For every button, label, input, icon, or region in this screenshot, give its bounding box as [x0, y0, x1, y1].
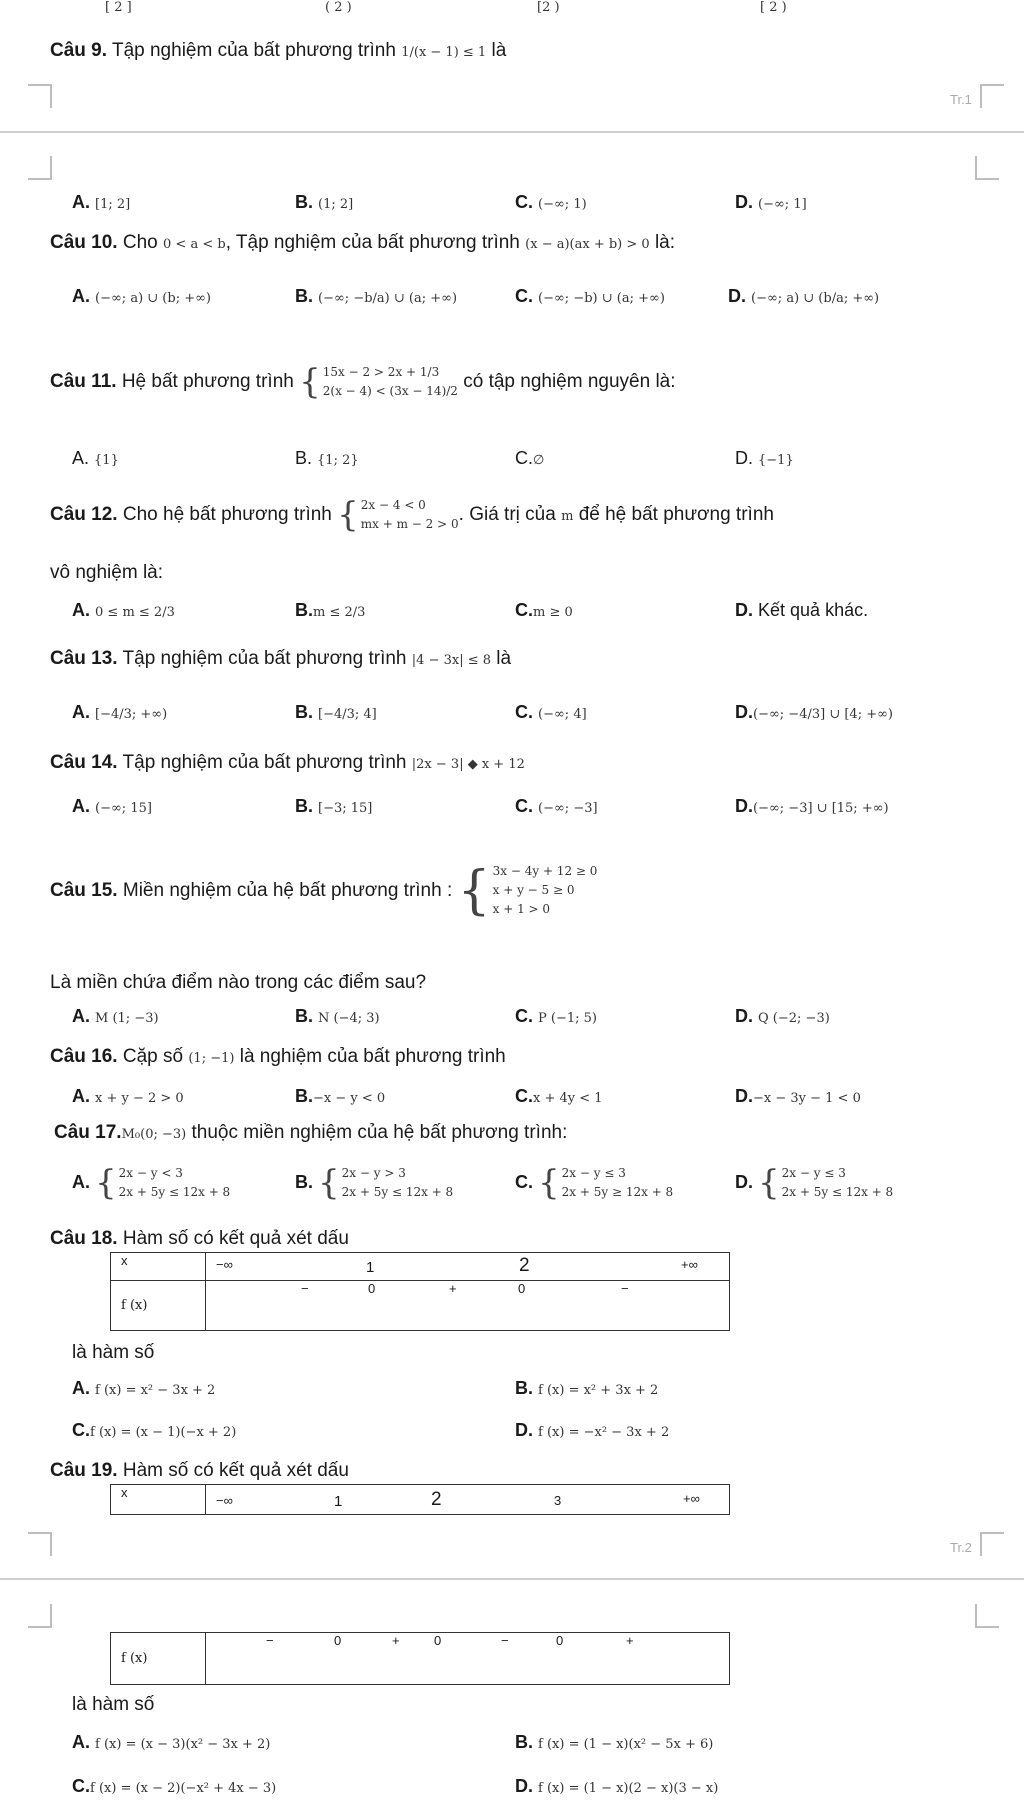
math-expression: 1/(x − 1) ≤ 1: [401, 45, 487, 60]
question-18-after: là hàm số: [72, 1342, 155, 1363]
system-line: 2x + 5y ≥ 12x + 8: [561, 1185, 674, 1200]
option-label: C.: [515, 192, 533, 212]
option-text: m ≤ 2/3: [313, 605, 366, 620]
system-line: 2(x − 4) < (3x − 14)/2: [322, 384, 458, 399]
question-label: Câu 10.: [50, 232, 118, 253]
option-label: B.: [295, 192, 313, 212]
sign-value: 0: [518, 1281, 526, 1296]
option-label: D.: [735, 192, 753, 212]
option-label: C.: [515, 1086, 533, 1106]
option-label: A.: [72, 1086, 90, 1106]
page-corner-mark: [975, 156, 999, 180]
math-point: M₀(0; −3): [121, 1127, 187, 1142]
option-label: B.: [295, 1006, 313, 1026]
sign-value: +: [392, 1633, 400, 1648]
question-text: Hàm số có kết quả xét dấu: [122, 1460, 349, 1481]
inequality-system: [458, 862, 598, 920]
question-text: Hàm số có kết quả xét dấu: [122, 1228, 349, 1249]
option-text: [1; 2]: [95, 197, 131, 212]
math-expression: |2x − 3| ◆ x + 12: [411, 757, 525, 772]
question-15: [50, 862, 597, 920]
x-value: +∞: [681, 1257, 698, 1272]
brace-icon: {: [318, 1163, 340, 1204]
system-line: 2x − y < 3: [118, 1166, 183, 1180]
option-label: C.: [515, 1171, 533, 1192]
top-fragment-d: [ 2 ): [760, 0, 787, 15]
option-text: (−∞; 4]: [538, 707, 587, 722]
option-text: x + y − 2 > 0: [95, 1091, 184, 1106]
page-break: [0, 131, 1024, 133]
option-label: A.: [72, 600, 90, 620]
option-label: C.: [515, 600, 533, 620]
option-text: (−∞; −3] ∪ [15; +∞): [753, 801, 889, 816]
option-a[interactable]: [72, 600, 175, 621]
option-label: A.: [72, 702, 90, 722]
option-a[interactable]: [72, 796, 152, 817]
option-text: ∅: [533, 453, 545, 468]
option-label: C.: [515, 286, 533, 306]
sign-value: −: [501, 1633, 509, 1648]
option-text: [−4/3; +∞): [95, 707, 168, 722]
option-text: (−∞; −3]: [538, 801, 598, 816]
question-19: [50, 1460, 349, 1482]
option-label: D.: [515, 1776, 533, 1796]
option-text: [−4/3; 4]: [318, 707, 377, 722]
option-text: f (x) = (1 − x)(2 − x)(3 − x): [538, 1781, 719, 1796]
option-a[interactable]: [72, 702, 167, 723]
sign-value: 0: [434, 1633, 442, 1648]
option-label: C.: [515, 1006, 533, 1026]
x-value: 2: [519, 1255, 530, 1276]
question-text: Tập nghiệm của bất phương trình: [111, 40, 396, 61]
question-label: Câu 14.: [50, 752, 118, 773]
question-12: [50, 496, 774, 534]
option-label: B.: [515, 1732, 533, 1752]
question-11: [50, 363, 676, 401]
system-line: 15x − 2 > 2x + 1/3: [322, 365, 440, 379]
inequality-system: [299, 363, 458, 401]
option-a[interactable]: [72, 192, 130, 213]
option-text: (−∞; −b) ∪ (a; +∞): [538, 291, 665, 306]
option-text: (−∞; a) ∪ (b; +∞): [95, 291, 211, 306]
option-a[interactable]: [72, 286, 211, 307]
inequality-system: [337, 496, 459, 534]
page-corner-mark: [980, 84, 1004, 108]
option-d[interactable]: [735, 448, 794, 469]
option-label: B.: [295, 702, 313, 722]
option-label: C.: [72, 1776, 90, 1796]
system-line: 2x − y ≤ 3: [561, 1166, 626, 1180]
option-c[interactable]: [515, 448, 544, 469]
option-text: (−∞; −4/3] ∪ [4; +∞): [753, 707, 893, 722]
option-label: D.: [735, 702, 753, 722]
question-13: [50, 648, 511, 670]
sign-value: 0: [334, 1633, 342, 1648]
sign-value: 0: [368, 1281, 376, 1296]
option-label: A.: [72, 286, 90, 306]
question-9: [50, 40, 506, 62]
option-c[interactable]: [515, 1086, 603, 1107]
option-label: A.: [72, 1378, 90, 1398]
option-text: f (x) = (x − 1)(−x + 2): [90, 1425, 237, 1440]
option-c[interactable]: [515, 702, 587, 723]
option-d[interactable]: [515, 1420, 669, 1441]
option-label: B.: [295, 448, 313, 468]
option-b[interactable]: [295, 1086, 385, 1107]
option-c[interactable]: [72, 1420, 236, 1441]
option-d[interactable]: [735, 702, 893, 723]
math-expression: (1; −1): [188, 1051, 235, 1066]
question-14: [50, 752, 525, 774]
brace-icon: {: [337, 495, 359, 536]
option-text: −x − y < 0: [313, 1091, 386, 1106]
system-line: 2x + 5y ≤ 12x + 8: [118, 1185, 231, 1200]
sign-value: +: [626, 1633, 634, 1648]
option-b[interactable]: [515, 1732, 713, 1753]
question-16: [50, 1046, 506, 1068]
option-text: (−∞; 1]: [758, 197, 807, 212]
question-text: Tập nghiệm của bất phương trình: [122, 752, 407, 773]
option-b[interactable]: [295, 702, 377, 723]
x-value: 1: [334, 1493, 343, 1510]
question-label: Câu 11.: [50, 371, 117, 393]
x-value: 2: [431, 1489, 442, 1510]
x-value: 3: [554, 1493, 562, 1508]
option-label: B.: [295, 1086, 313, 1106]
option-text: {1; 2}: [317, 453, 359, 468]
option-c[interactable]: [515, 796, 598, 817]
option-d[interactable]: [735, 192, 807, 213]
option-label: B.: [295, 796, 313, 816]
question-label: Câu 9.: [50, 40, 108, 61]
option-label: A.: [72, 448, 90, 468]
sign-table-x-header: x: [111, 1485, 206, 1515]
page-break: [0, 1578, 1024, 1580]
option-text: [−3; 15]: [318, 801, 373, 816]
option-label: D.: [735, 600, 753, 620]
question-tail: là: [496, 648, 512, 669]
question-tail: là nghiệm của bất phương trình: [239, 1046, 506, 1067]
option-label: A.: [72, 1006, 90, 1026]
option-b[interactable]: [295, 1006, 380, 1027]
page-corner-mark: [980, 1532, 1004, 1556]
question-tail: thuộc miền nghiệm của hệ bất phương trình:: [191, 1122, 568, 1143]
question-18: [50, 1228, 349, 1250]
brace-icon: {: [299, 362, 321, 403]
option-c[interactable]: [515, 1006, 597, 1027]
top-fragment-c: [2 ): [537, 0, 560, 15]
option-d[interactable]: [735, 1086, 861, 1107]
option-c[interactable]: [72, 1776, 276, 1797]
option-label: A.: [72, 192, 90, 212]
option-a[interactable]: [72, 1006, 159, 1027]
option-d[interactable]: [515, 1776, 718, 1797]
system-line: 2x + 5y ≤ 12x + 8: [341, 1185, 454, 1200]
option-a[interactable]: [72, 1164, 230, 1202]
option-a[interactable]: [72, 1378, 215, 1399]
top-fragment-a: [ 2 ]: [105, 0, 132, 15]
option-label: A.: [72, 1171, 90, 1192]
option-text: N (−4; 3): [318, 1011, 380, 1026]
option-text: 0 ≤ m ≤ 2/3: [95, 605, 175, 620]
page-corner-mark: [28, 1604, 52, 1628]
option-text: −x − 3y − 1 < 0: [753, 1091, 861, 1106]
sign-value: −: [621, 1281, 629, 1296]
option-text: f (x) = x² − 3x + 2: [95, 1383, 216, 1398]
question-text: Cho: [122, 232, 158, 253]
option-text: (−∞; 15]: [95, 801, 152, 816]
option-text: f (x) = (x − 3)(x² − 3x + 2): [95, 1737, 271, 1752]
option-label: D.: [515, 1420, 533, 1440]
option-b[interactable]: [295, 286, 457, 307]
sign-table-sign-row: [206, 1281, 730, 1331]
question-tail: có tập nghiệm nguyên là:: [463, 371, 676, 393]
option-label: D.: [728, 286, 746, 306]
sign-table-fx: [110, 1632, 730, 1685]
question-label: Câu 12.: [50, 504, 118, 526]
option-b[interactable]: [295, 1164, 453, 1202]
system-line: 2x − 4 < 0: [360, 498, 426, 512]
option-text: P (−1; 5): [538, 1011, 597, 1026]
option-text: (−∞; −b/a) ∪ (a; +∞): [318, 291, 458, 306]
option-b[interactable]: [295, 796, 372, 817]
sign-table-x-row: [206, 1253, 730, 1281]
sign-value: +: [449, 1281, 457, 1296]
question-12-continued: vô nghiệm là:: [50, 562, 164, 583]
option-d[interactable]: [735, 1164, 893, 1202]
option-c[interactable]: [515, 192, 587, 213]
question-text: Tập nghiệm của bất phương trình: [122, 648, 407, 669]
option-text: f (x) = −x² − 3x + 2: [538, 1425, 670, 1440]
sign-table: [110, 1252, 730, 1331]
option-text: (1; 2]: [318, 197, 354, 212]
math-expression: |4 − 3x| ≤ 8: [411, 653, 491, 668]
option-text: Q (−2; −3): [758, 1011, 830, 1026]
system-line: 2x − y ≤ 3: [781, 1166, 846, 1180]
option-label: B.: [515, 1378, 533, 1398]
x-value: −∞: [216, 1493, 233, 1508]
option-label: D.: [735, 796, 753, 816]
question-label: Câu 19.: [50, 1460, 118, 1481]
question-15-continued: Là miền chứa điểm nào trong các điểm sau?: [50, 972, 427, 993]
option-c[interactable]: [515, 286, 665, 307]
option-b[interactable]: [295, 192, 353, 213]
question-text: Cho hệ bất phương trình: [122, 504, 332, 526]
option-label: A.: [72, 796, 90, 816]
option-b[interactable]: [295, 448, 359, 469]
option-text: f (x) = (x − 2)(−x² + 4x − 3): [90, 1781, 277, 1796]
option-text: Kết quả khác.: [758, 600, 869, 620]
option-label: C.: [72, 1420, 90, 1440]
sign-value: −: [266, 1633, 274, 1648]
option-label: D.: [735, 448, 753, 468]
page-number: Tr.2: [950, 1540, 972, 1555]
option-label: C.: [515, 448, 533, 468]
option-text: f (x) = x² + 3x + 2: [538, 1383, 659, 1398]
x-value: −∞: [216, 1257, 233, 1272]
question-label: Câu 17.: [54, 1122, 122, 1143]
option-a[interactable]: [72, 1086, 184, 1107]
brace-icon: {: [95, 1163, 117, 1204]
option-d[interactable]: [735, 1006, 830, 1027]
question-17: [54, 1122, 567, 1144]
page-corner-mark: [28, 156, 52, 180]
system-line: 3x − 4y + 12 ≥ 0: [492, 864, 598, 878]
brace-icon: {: [538, 1163, 560, 1204]
option-label: C.: [515, 702, 533, 722]
option-text: M (1; −3): [95, 1011, 159, 1026]
option-label: C.: [515, 796, 533, 816]
question-text-2: . Giá trị của: [458, 504, 556, 526]
option-label: A.: [72, 1732, 90, 1752]
sign-table-fx-header: f (x): [111, 1281, 206, 1331]
page-number: Tr.1: [950, 92, 972, 107]
question-text: Miền nghiệm của hệ bất phương trình :: [122, 879, 453, 901]
question-text-2: , Tập nghiệm của bất phương trình: [225, 232, 520, 253]
page-corner-mark: [975, 1604, 999, 1628]
option-text: (−∞; a) ∪ (b/a; +∞): [751, 291, 880, 306]
x-value: 1: [366, 1259, 375, 1276]
math-variable: m: [561, 509, 574, 525]
option-label: B.: [295, 600, 313, 620]
system-line: x + 1 > 0: [492, 902, 551, 917]
question-label: Câu 18.: [50, 1228, 118, 1249]
option-b[interactable]: [295, 600, 365, 621]
option-label: D.: [735, 1086, 753, 1106]
option-label: B.: [295, 286, 313, 306]
option-a[interactable]: [72, 1732, 270, 1753]
option-c[interactable]: [515, 1164, 673, 1202]
system-line: mx + m − 2 > 0: [360, 517, 459, 532]
option-text: x + 4y < 1: [533, 1091, 603, 1106]
sign-table-x: [110, 1484, 730, 1515]
question-10: [50, 232, 675, 254]
question-text: Hệ bất phương trình: [121, 371, 294, 393]
option-b[interactable]: [515, 1378, 658, 1399]
sign-value: −: [301, 1281, 309, 1296]
option-label: B.: [295, 1171, 313, 1192]
question-label: Câu 15.: [50, 879, 118, 901]
option-text: {−1}: [758, 453, 794, 468]
option-a[interactable]: [72, 448, 119, 469]
sign-table-fx-header: f (x): [111, 1633, 206, 1685]
system-line: 2x − y > 3: [341, 1166, 406, 1180]
sign-table-x-header: x: [111, 1253, 206, 1281]
option-c[interactable]: [515, 600, 573, 621]
question-text-3: để hệ bất phương trình: [578, 504, 774, 526]
system-line: x + y − 5 ≥ 0: [492, 883, 575, 898]
question-label: Câu 13.: [50, 648, 118, 669]
question-tail: là: [491, 40, 507, 61]
sign-value: 0: [556, 1633, 564, 1648]
option-d[interactable]: [728, 286, 879, 307]
brace-icon: {: [758, 1163, 780, 1204]
brace-icon: {: [457, 860, 491, 921]
option-text: m ≥ 0: [533, 605, 573, 620]
question-text: Cặp số: [122, 1046, 184, 1067]
question-label: Câu 16.: [50, 1046, 118, 1067]
question-tail: là:: [654, 232, 676, 253]
math-expression: (x − a)(ax + b) > 0: [525, 237, 650, 252]
math-condition: 0 < a < b: [163, 237, 226, 252]
sign-table-sign-row: [206, 1633, 730, 1685]
option-d[interactable]: [735, 600, 868, 621]
option-text: {1}: [94, 453, 119, 468]
sign-table-x-row: [206, 1485, 730, 1515]
option-label: D.: [735, 1171, 753, 1192]
x-value: +∞: [683, 1491, 700, 1506]
page-corner-mark: [28, 84, 52, 108]
page-corner-mark: [28, 1532, 52, 1556]
top-fragment-b: ( 2 ): [325, 0, 352, 15]
option-text: (−∞; 1): [538, 197, 587, 212]
option-d[interactable]: [735, 796, 889, 817]
option-label: D.: [735, 1006, 753, 1026]
option-text: f (x) = (1 − x)(x² − 5x + 6): [538, 1737, 714, 1752]
system-line: 2x + 5y ≤ 12x + 8: [781, 1185, 894, 1200]
question-19-after: là hàm số: [72, 1694, 155, 1715]
